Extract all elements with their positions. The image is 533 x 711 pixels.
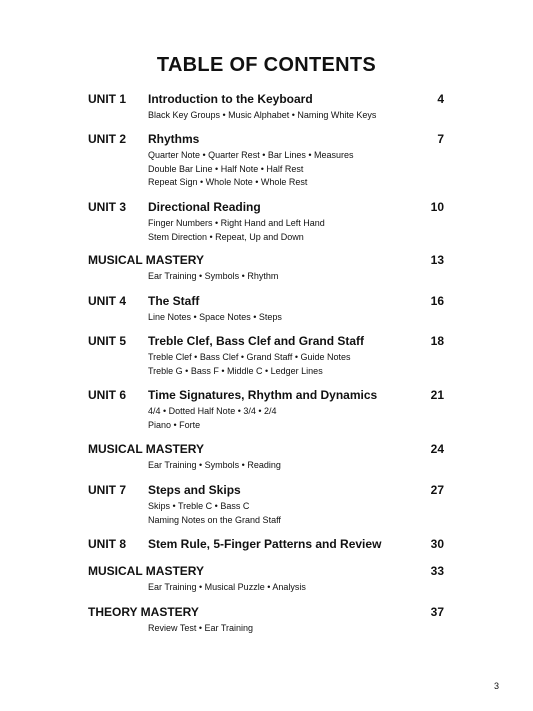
topic-line: Treble G • Bass F • Middle C • Ledger Lines [148,365,323,376]
topic-list [148,109,444,123]
toc-entry-unit-7[interactable] [88,483,444,527]
topic-list [148,217,444,244]
page-number: 27 [430,483,444,497]
unit-label: MUSICAL MASTERY [88,253,205,267]
topic-line: Skips • Treble C • Bass C [148,501,250,511]
entry-title: Stem Rule, 5-Finger Patterns and Review [148,537,382,551]
entry-title: Treble Clef, Bass Clef and Grand Staff [148,334,365,348]
topic-line: Quarter Note • Quarter Rest • Bar Lines • Measures [148,150,354,160]
topic-list [148,459,444,473]
topic-line: Black Key Groups • Music Alphabet • Naming White Keys [148,110,377,120]
toc-entry-musical-mastery-1[interactable] [88,253,444,284]
page-title: TABLE OF CONTENTS [156,54,377,76]
topic-line: Repeat Sign • Whole Note • Whole Rest [148,177,308,187]
toc-entry-theory-mastery[interactable] [88,605,444,636]
page-number: 24 [430,442,444,456]
entry-title: Rhythms [148,132,200,146]
topic-list [148,311,444,325]
unit-label: UNIT 6 [88,388,127,402]
topic-list [148,270,444,284]
page-number: 16 [430,294,444,308]
page-number: 18 [430,334,444,348]
topic-list [148,405,444,432]
unit-label: UNIT 2 [88,132,127,146]
toc-entry-unit-1[interactable] [88,92,444,123]
topic-line: Treble Clef • Bass Clef • Grand Staff • Guide Notes [148,352,351,362]
topic-line: Double Bar Line • Half Note • Half Rest [148,163,304,174]
page-number: 10 [430,200,444,214]
toc-entry-unit-4[interactable] [88,294,444,325]
topic-line: Stem Direction • Repeat, Up and Down [148,231,304,242]
page-number: 21 [430,388,444,402]
unit-label: THEORY MASTERY [88,605,199,619]
toc-entry-unit-6[interactable] [88,388,444,432]
toc-entry-unit-5[interactable] [88,334,444,378]
page-number: 37 [430,605,444,619]
entry-title: Directional Reading [148,200,261,214]
unit-label: UNIT 7 [88,483,127,497]
unit-label: UNIT 5 [88,334,127,348]
topic-line: Ear Training • Musical Puzzle • Analysis [148,582,306,592]
topic-line: Review Test • Ear Training [148,623,254,633]
page-number: 4 [437,92,444,106]
toc-entry-unit-3[interactable] [88,200,444,244]
topic-list [148,581,444,595]
unit-label: UNIT 8 [88,537,127,551]
page-number: 13 [430,253,444,267]
topic-line: Finger Numbers • Right Hand and Left Hand [148,218,325,228]
entry-title: The Staff [148,294,200,308]
topic-line: Naming Notes on the Grand Staff [148,514,281,525]
topic-line: 4/4 • Dotted Half Note • 3/4 • 2/4 [148,406,277,416]
topic-line: Ear Training • Symbols • Rhythm [148,271,279,281]
toc-entry-unit-2[interactable] [88,132,444,190]
unit-label: MUSICAL MASTERY [88,564,205,578]
footer-page-number: 3 [494,681,500,691]
unit-label: UNIT 1 [88,92,127,106]
entry-title: Introduction to the Keyboard [148,92,313,106]
topic-line: Ear Training • Symbols • Reading [148,460,281,470]
unit-label: UNIT 3 [88,200,127,214]
toc-entry-musical-mastery-2[interactable] [88,442,444,473]
topic-line: Line Notes • Space Notes • Steps [148,312,282,322]
toc-entry-unit-8[interactable] [88,537,444,554]
unit-label: MUSICAL MASTERY [88,442,205,456]
toc-entry-musical-mastery-3[interactable] [88,564,444,595]
topic-line: Piano • Forte [148,419,201,430]
topic-list [148,622,444,636]
page-number: 30 [430,537,444,551]
topic-list [148,500,444,527]
page-number: 33 [430,564,444,578]
topic-list [148,149,444,190]
unit-label: UNIT 4 [88,294,127,308]
topic-list [148,351,444,378]
page-number: 7 [437,132,444,146]
entry-title: Steps and Skips [148,483,241,497]
entry-title: Time Signatures, Rhythm and Dynamics [148,388,378,402]
